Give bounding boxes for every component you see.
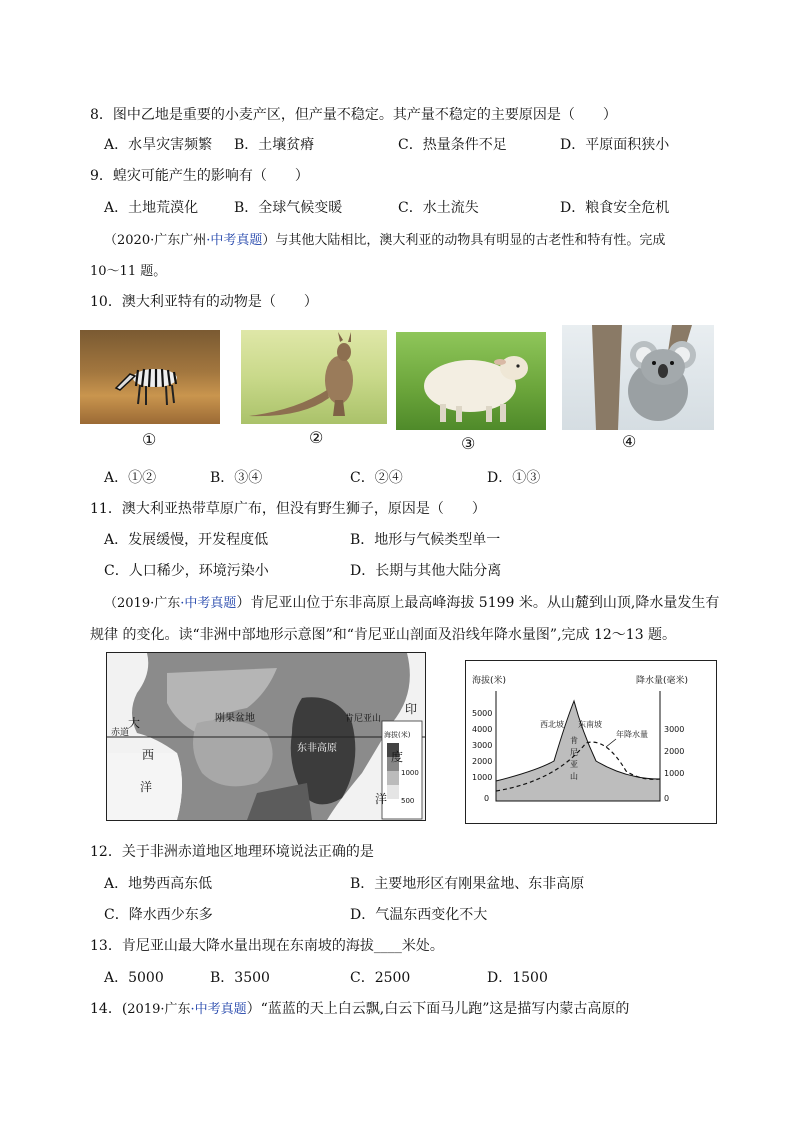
q11-stem: 11．澳大利亚热带草原广布，但没有野生狮子，原因是（ ）: [90, 501, 486, 517]
q8-option-c: C．热量条件不足: [398, 137, 507, 153]
intro-2019-prefix: （2019·广东: [104, 596, 181, 611]
africa-terrain-map: [106, 652, 426, 821]
photo-label-4: ④: [622, 432, 637, 451]
profile-left-tick-0: 0: [484, 794, 490, 803]
zebra-photo: [80, 330, 220, 424]
profile-rainfall-label: 年降水量: [616, 730, 648, 739]
profile-left-tick-3000: 3000: [472, 741, 493, 750]
q14-stem: [90, 998, 629, 1018]
q13-stem: 13．肯尼亚山最大降水量出现在东南坡的海拔____米处。: [90, 938, 444, 954]
profile-right-tick-2000: 2000: [664, 747, 685, 756]
map-label-equator: 赤道: [111, 728, 130, 738]
kangaroo-photo: [241, 330, 387, 424]
photo-label-1: ①: [142, 430, 157, 449]
map-label-atlantic-1: 大: [128, 716, 141, 730]
map-legend-500: 500: [401, 797, 415, 805]
q13-option-c: C．2500: [350, 970, 411, 986]
profile-mountain-2: 尼: [570, 748, 578, 757]
koala-drawing: [562, 325, 714, 430]
map-label-eastafrica: 东非高原: [297, 743, 337, 754]
zebra-drawing: [80, 330, 220, 424]
map-label-indian-3: 洋: [375, 792, 388, 806]
profile-nw-slope: 西北坡: [540, 720, 564, 729]
map-label-atlantic-2: 西: [142, 748, 155, 762]
intro-2020-line2: 10～11 题。: [90, 264, 167, 279]
profile-mountain-3: 亚: [570, 760, 578, 769]
q13-option-d: D．1500: [487, 970, 548, 986]
map-label-atlantic-3: 洋: [140, 780, 153, 794]
q8-option-a: A．水旱灾害频繁: [104, 137, 213, 153]
q8-stem: 8．图中乙地是重要的小麦产区，但产量不稳定。其产量不稳定的主要原因是（ ）: [90, 107, 617, 123]
intro-2019-source: ·中考真题: [180, 596, 237, 611]
q10-stem: 10．澳大利亚特有的动物是（ ）: [90, 294, 318, 310]
photo-label-3: ③: [461, 434, 476, 453]
koala-photo: [562, 325, 714, 430]
q10-option-d: D．①③: [487, 470, 541, 486]
q13-option-b: B．3500: [210, 970, 270, 986]
q10-option-c: C．②④: [350, 470, 403, 486]
kangaroo-drawing: [241, 330, 387, 424]
profile-left-tick-2000: 2000: [472, 757, 493, 766]
intro-2020: [104, 229, 665, 248]
map-label-indian-1: 印: [405, 702, 418, 716]
photo-label-2: ②: [309, 428, 324, 447]
q9-option-b: B．全球气候变暖: [234, 200, 343, 216]
profile-mountain-1: 肯: [570, 736, 578, 745]
profile-left-tick-4000: 4000: [472, 725, 493, 734]
profile-right-tick-0: 0: [664, 794, 670, 803]
q8-option-b: B．土壤贫瘠: [234, 137, 315, 153]
profile-se-slope: 东南坡: [578, 720, 602, 729]
intro-2020-prefix: （2020·广东广州: [104, 233, 207, 248]
map-label-congo: 刚果盆地: [215, 713, 255, 724]
intro-2020-source: ·中考真题: [206, 233, 263, 248]
q13-option-a: A．5000: [104, 970, 164, 986]
intro-2020-text: ）与其他大陆相比，澳大利亚的动物具有明显的古老性和特有性。完成: [262, 233, 666, 248]
q9-option-d: D．粮食安全危机: [560, 200, 670, 216]
q14-source: ·中考真题: [190, 1002, 247, 1017]
kenya-profile-svg: [466, 661, 716, 823]
q10-option-b: B．③④: [210, 470, 263, 486]
q12-option-b: B．主要地形区有刚果盆地、东非高原: [350, 876, 585, 892]
q11-option-b: B．地形与气候类型单一: [350, 532, 501, 548]
map-label-kenya: 肯尼亚山: [345, 714, 382, 724]
q9-option-c: C．水土流失: [398, 200, 479, 216]
q14-year: 2019·广东: [127, 1002, 191, 1017]
q12-option-d: D．气温东西变化不大: [350, 907, 488, 923]
profile-left-tick-1000: 1000: [472, 773, 493, 782]
q11-option-c: C．人口稀少，环境污染小: [104, 563, 269, 579]
q11-option-d: D．长期与其他大陆分离: [350, 563, 502, 579]
q12-stem: 12．关于非洲赤道地区地理环境说法正确的是: [90, 844, 374, 860]
profile-left-tick-5000: 5000: [472, 709, 493, 718]
map-legend-title: 海拔(米): [384, 731, 411, 739]
q12-option-c: C．降水西少东多: [104, 907, 213, 923]
africa-terrain-svg: [107, 653, 425, 820]
map-legend-1000: 1000: [401, 769, 419, 777]
kenya-profile-chart: [465, 660, 717, 824]
q14-number: 14．(: [90, 1001, 128, 1017]
intro-2019-line2: 规律 的变化。读“非洲中部地形示意图”和“肯尼亚山剖面及沿线年降水量图”,完成 12～13 题。: [90, 627, 677, 643]
profile-right-tick-1000: 1000: [664, 769, 685, 778]
q11-option-a: A．发展缓慢，开发程度低: [104, 532, 269, 548]
profile-left-title: 海拔(米): [472, 676, 507, 686]
profile-mountain-4: 山: [570, 772, 578, 781]
profile-right-tick-3000: 3000: [664, 725, 685, 734]
q8-option-d: D．平原面积狭小: [560, 137, 670, 153]
q9-option-a: A．土地荒漠化: [104, 200, 199, 216]
map-label-indian-2: 度: [391, 750, 404, 764]
sheep-photo: [396, 332, 546, 430]
q9-stem: 9．蝗灾可能产生的影响有（ ）: [90, 168, 309, 184]
q10-option-a: A．①②: [104, 470, 157, 486]
intro-2019-text: ）肯尼亚山位于东非高原上最高峰海拔 5199 米。从山麓到山顶,降水量发生有: [236, 595, 720, 611]
q14-text: ）“蓝蓝的天上白云飘,白云下面马儿跑”这是描写内蒙古高原的: [246, 1001, 630, 1017]
q12-option-a: A．地势西高东低: [104, 876, 213, 892]
sheep-drawing: [396, 332, 546, 430]
profile-right-title: 降水量(毫米): [636, 676, 689, 686]
intro-2019: [104, 592, 719, 612]
